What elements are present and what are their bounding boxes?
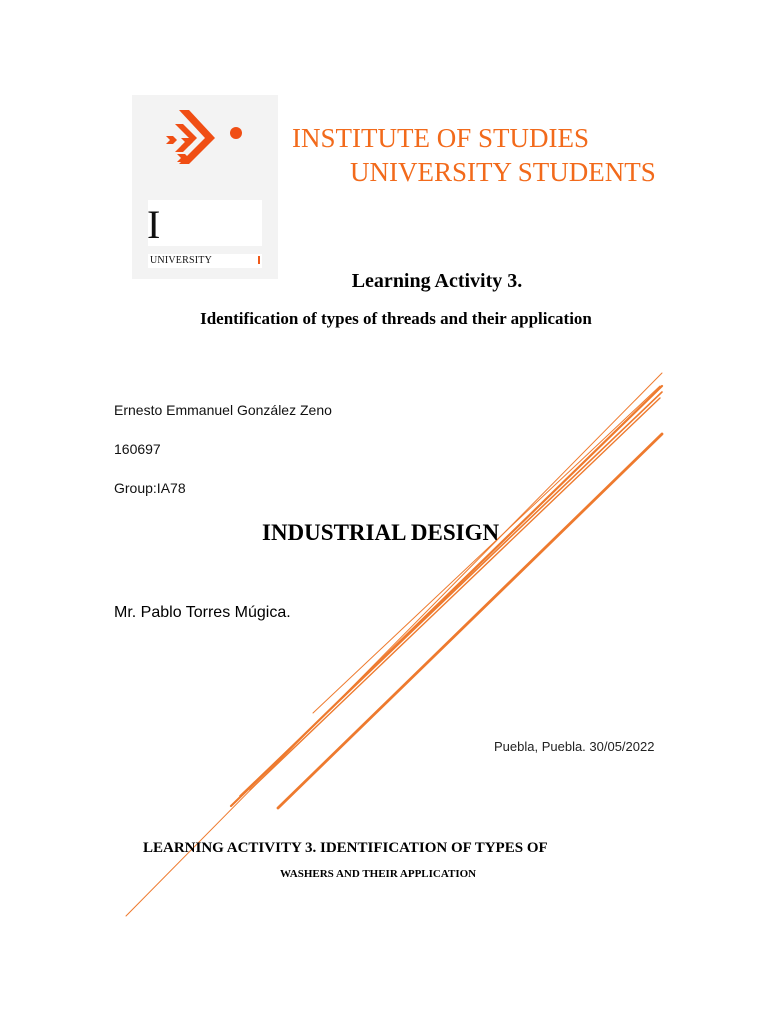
logo-letter-box [148,200,262,246]
activity-subtitle: Identification of types of threads and their application [200,309,592,328]
logo-arrow-icon [163,110,247,182]
student-name: Ernesto Emmanuel González Zeno [114,402,332,418]
institute-title-line2: UNIVERSITY STUDENTS [350,157,656,187]
student-id: 160697 [114,441,161,457]
logo-letter: I [147,202,161,247]
diagonal-line [250,398,660,790]
section-heading-line1: LEARNING ACTIVITY 3. IDENTIFICATION OF TYPES OF [143,840,548,856]
section-heading-line2: WASHERS AND THEIR APPLICATION [280,868,477,880]
diagonal-line [126,373,662,916]
activity-title: Learning Activity 3. [351,270,523,292]
place-date: Puebla, Puebla. 30/05/2022 [494,739,655,754]
diagonal-line [313,386,660,713]
course-title: INDUSTRIAL DESIGN [262,520,500,545]
diagonal-line [240,392,662,796]
institute-title-line1: INSTITUTE OF STUDIES [292,123,589,153]
teacher-name: Mr. Pablo Torres Múgica. [114,604,291,621]
logo-caption: UNIVERSITY [150,255,212,266]
logo-caption-mark [258,256,260,264]
student-group: Group:IA78 [114,480,186,496]
